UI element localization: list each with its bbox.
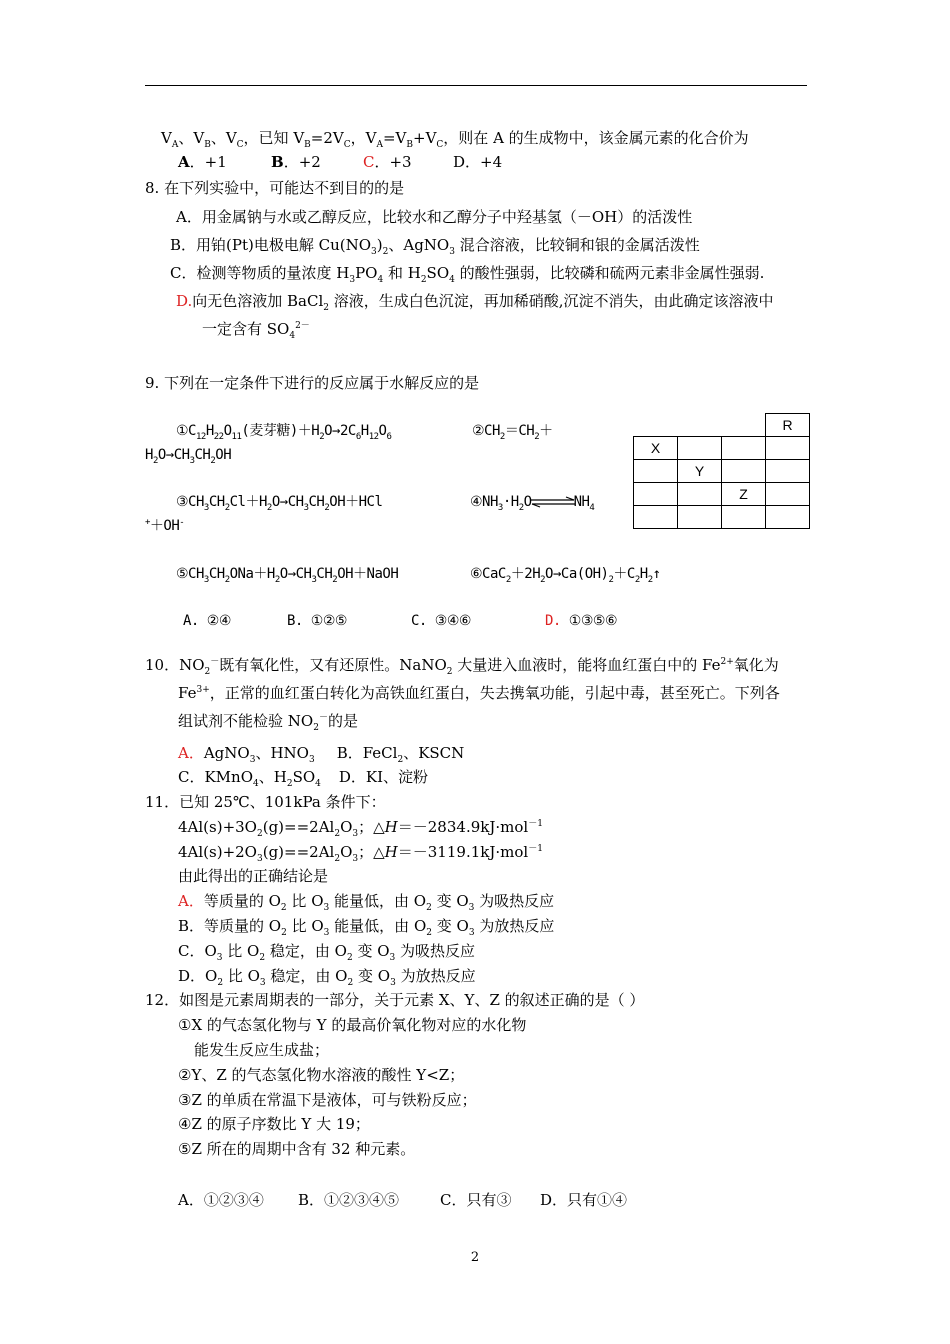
q9-reaction-2-cont: $H_2O\to CH_3CH_2OH$ bbox=[145, 447, 232, 466]
q9-reaction-1: $①C_{12}H_{22}O_{11}$(麦芽糖)$+H_2O\to 2C_6H_{12}O_6$ bbox=[176, 423, 392, 442]
q8-option-a: A．用金属钠与水或乙醇反应，比较水和乙醇分子中羟基氢（－OH）的活泼性 bbox=[176, 208, 693, 226]
element-z: Z bbox=[722, 483, 766, 506]
q12-statement-4: ④Z 的原子序数比 Y 大 19； bbox=[178, 1115, 370, 1133]
q11-option-a: A．等质量的 $O_2$ 比 $O_3$ 能量低，由 $O_2$ 变 $O_3$ 为吸热反应 bbox=[178, 892, 555, 913]
page-number: 2 bbox=[470, 1250, 480, 1265]
q12-options: A．①②③④ B．①②③④⑤ C．只有③ D．只有①④ bbox=[178, 1191, 628, 1209]
q9-reaction-4-cont: +＋OH- bbox=[145, 517, 185, 534]
q12-statement-2: ②Y、Z 的气态氢化物水溶液的酸性 Y<Z； bbox=[178, 1066, 465, 1084]
q9-stem: 9. 下列在一定条件下进行的反应属于水解反应的是 bbox=[145, 374, 480, 392]
q10-line-1: 10．$NO_2^-$既有氧化性，又有还原性。NaNO$_2$ 大量进入血液时，能将血红蛋白中的 $Fe^{2+}$氧化为 bbox=[145, 656, 779, 677]
q8-option-c: C．检测等物质的量浓度 $H_3PO_4$ 和 $H_2SO_4$ 的酸性强弱，比较磷和硫两元素非金属性强弱. bbox=[170, 264, 765, 285]
q9-reaction-4: $④NH_3\cdot H_2O$ $NH_4$ bbox=[470, 494, 595, 513]
q11-stem: 11．已知 25℃、101kPa 条件下： bbox=[145, 793, 386, 811]
element-x: X bbox=[634, 437, 678, 460]
q11-option-b: B．等质量的 $O_2$ 比 $O_3$ 能量低，由 $O_2$ 变 $O_3$ 为放热反应 bbox=[178, 917, 555, 938]
q9-reaction-3: $③CH_3CH_2Cl+H_2O\to CH_3CH_2OH+HCl$ bbox=[176, 494, 383, 513]
q12-statement-3: ③Z 的单质在常温下是液体，可与铁粉反应； bbox=[178, 1091, 477, 1109]
q12-statement-1: ①X 的气态氢化物与 Y 的最高价氧化物对应的水化物 bbox=[178, 1016, 527, 1034]
q7-line: $V_A$、$V_B$、$V_C$，已知 $V_B=2V_C$，$V_A=V_B+V_C$，则在 A 的生成物中，该金属元素的化合价为 bbox=[161, 129, 749, 150]
q9-options: A. ②④ B. ①②⑤ C. ③④⑥ D. ①③⑤⑥ bbox=[183, 613, 617, 629]
q8-stem: 8. 在下列实验中，可能达不到目的的是 bbox=[145, 179, 405, 197]
q8-option-d: D.向无色溶液加 BaCl$_2$ 溶液，生成白色沉淀，再加稀硝酸,沉淀不消失，由此确定该溶液中 bbox=[176, 292, 774, 313]
q10-line-3: 组试剂不能检验 $NO_2^-$的是 bbox=[178, 712, 358, 733]
header-rule bbox=[145, 85, 807, 86]
element-r: R bbox=[766, 414, 810, 437]
periodic-table-fragment bbox=[633, 413, 810, 529]
q11-option-c: C．$O_3$ 比 $O_2$ 稳定，由 $O_2$ 变 $O_3$ 为吸热反应 bbox=[178, 942, 476, 963]
q11-equation-2: $4Al(s)+2O_3(g)==2Al_2O_3$；△H＝－3119.1kJ·mol$^{-1}$ bbox=[178, 843, 543, 864]
q11-equation-1: $4Al(s)+3O_2(g)==2Al_2O_3$；△H＝－2834.9kJ·mol$^{-1}$ bbox=[178, 818, 543, 839]
q10-options-cd: C．KMnO$_4$、$H_2SO_4$ D．KI、淀粉 bbox=[178, 768, 429, 789]
q10-line-2: $Fe^{3+}$，正常的血红蛋白转化为高铁血红蛋白，失去携氧功能，引起中毒，甚至死亡。下列各 bbox=[178, 684, 780, 702]
element-y: Y bbox=[678, 460, 722, 483]
q9-reaction-6: $⑥CaC_2+2H_2O\to Ca(OH)_2+C_2H_2↑$ bbox=[470, 566, 661, 585]
q12-statement-5: ⑤Z 所在的周期中含有 32 种元素。 bbox=[178, 1140, 416, 1158]
q12-statement-1-cont: 能发生反应生成盐； bbox=[194, 1041, 330, 1059]
q10-options-ab: A．AgNO$_3$、$HNO_3$ B．FeCl$_2$、KSCN bbox=[178, 744, 465, 765]
q9-reaction-2: $②CH_2=CH_2+$ bbox=[472, 423, 553, 442]
q11-conclusion: 由此得出的正确结论是 bbox=[178, 867, 329, 885]
q8-option-b: B．用铂(Pt)电极电解 $Cu(NO_3)_2$、AgNO$_3$ 混合溶液，比较铜和银的金属活泼性 bbox=[170, 236, 700, 257]
q11-option-d: D．$O_2$ 比 $O_3$ 稳定，由 $O_2$ 变 $O_3$ 为放热反应 bbox=[178, 967, 476, 988]
q9-reaction-5: $⑤CH_3CH_2ONa+H_2O\to CH_3CH_2OH+NaOH$ bbox=[176, 566, 399, 585]
q8-option-d-cont: 一定含有 $SO_4^{2-}$ bbox=[202, 320, 310, 341]
equilibrium-arrow-icon bbox=[530, 496, 576, 508]
q7-options: A．+1 B．+2 C．+3 D．+4 bbox=[178, 153, 503, 171]
q12-stem: 12．如图是元素周期表的一部分，关于元素 X、Y、Z 的叙述正确的是（ ） bbox=[145, 991, 645, 1009]
